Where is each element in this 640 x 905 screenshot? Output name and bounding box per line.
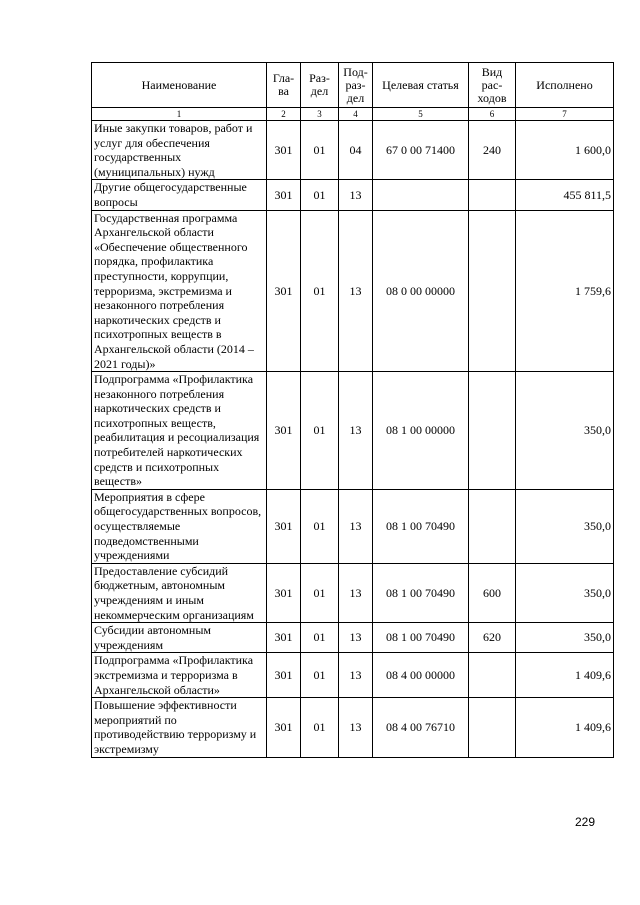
row-done: 1 409,6 (516, 698, 614, 757)
table-row (92, 180, 614, 210)
row-razdel: 01 (301, 180, 339, 210)
row-vid: 600 (469, 563, 516, 622)
row-vid (469, 210, 516, 372)
row-glava: 301 (267, 180, 301, 210)
row-razdel: 01 (301, 653, 339, 698)
row-done: 350,0 (516, 372, 614, 490)
row-name: Мероприятия в сфере общегосударственных вопросов, осуществляемые подведомственными учреждениями (92, 489, 267, 563)
table-row (92, 210, 614, 372)
row-podrazdel: 13 (339, 489, 373, 563)
header-razdel: Раз- дел (301, 63, 339, 108)
table-row (92, 121, 614, 180)
column-number: 6 (469, 108, 516, 121)
table-row (92, 372, 614, 490)
row-podrazdel: 13 (339, 653, 373, 698)
row-glava: 301 (267, 698, 301, 757)
row-razdel: 01 (301, 121, 339, 180)
row-target: 08 1 00 00000 (373, 372, 469, 490)
row-name: Подпрограмма «Профилактика экстремизма и терроризма в Архангельской области» (92, 653, 267, 698)
row-target: 08 1 00 70490 (373, 489, 469, 563)
column-number: 7 (516, 108, 614, 121)
row-razdel: 01 (301, 563, 339, 622)
row-vid: 620 (469, 623, 516, 653)
table-row (92, 623, 614, 653)
row-glava: 301 (267, 121, 301, 180)
row-razdel: 01 (301, 698, 339, 757)
row-done: 350,0 (516, 623, 614, 653)
header-name: Наименование (92, 63, 267, 108)
header-row (92, 63, 614, 108)
row-done: 350,0 (516, 489, 614, 563)
row-podrazdel: 13 (339, 372, 373, 490)
row-glava: 301 (267, 210, 301, 372)
row-target: 08 4 00 76710 (373, 698, 469, 757)
row-glava: 301 (267, 623, 301, 653)
row-done: 455 811,5 (516, 180, 614, 210)
row-glava: 301 (267, 372, 301, 490)
header-podrazdel: Под- раз- дел (339, 63, 373, 108)
column-number: 3 (301, 108, 339, 121)
row-vid (469, 372, 516, 490)
page-number: 229 (574, 815, 595, 829)
row-razdel: 01 (301, 489, 339, 563)
table-row (92, 489, 614, 563)
table-row (92, 653, 614, 698)
row-glava: 301 (267, 653, 301, 698)
table-row (92, 698, 614, 757)
row-name: Иные закупки товаров, работ и услуг для обеспечения государственных (муниципальных) нужд (92, 121, 267, 180)
header-vid: Вид рас- ходов (469, 63, 516, 108)
row-vid (469, 653, 516, 698)
row-podrazdel: 13 (339, 180, 373, 210)
header-glava: Гла- ва (267, 63, 301, 108)
row-done: 1 600,0 (516, 121, 614, 180)
column-number: 4 (339, 108, 373, 121)
row-podrazdel: 04 (339, 121, 373, 180)
row-razdel: 01 (301, 372, 339, 490)
row-target: 67 0 00 71400 (373, 121, 469, 180)
row-razdel: 01 (301, 623, 339, 653)
row-podrazdel: 13 (339, 563, 373, 622)
row-name: Другие общегосударственные вопросы (92, 180, 267, 210)
row-vid (469, 180, 516, 210)
row-vid: 240 (469, 121, 516, 180)
row-vid (469, 489, 516, 563)
column-number-row (92, 108, 614, 121)
row-name: Государственная программа Архангельской области «Обеспечение общественного порядка, профилактика преступности, коррупции, терроризма, экстремизма и незаконного потребления наркотических средств и психотропных веществ в Архангельской области (2014 – 2021 годы)» (92, 210, 267, 372)
row-podrazdel: 13 (339, 698, 373, 757)
row-done: 1 409,6 (516, 653, 614, 698)
row-glava: 301 (267, 489, 301, 563)
column-number: 1 (92, 108, 267, 121)
column-number: 2 (267, 108, 301, 121)
row-glava: 301 (267, 563, 301, 622)
table-row (92, 563, 614, 622)
header-target: Целевая статья (373, 63, 469, 108)
row-podrazdel: 13 (339, 210, 373, 372)
budget-table (91, 62, 614, 758)
row-target: 08 1 00 70490 (373, 563, 469, 622)
row-name: Субсидии автономным учреждениям (92, 623, 267, 653)
row-target: 08 0 00 00000 (373, 210, 469, 372)
row-name: Предоставление субсидий бюджетным, автономным учреждениям и иным некоммерческим организациям (92, 563, 267, 622)
row-podrazdel: 13 (339, 623, 373, 653)
row-target: 08 4 00 00000 (373, 653, 469, 698)
header-done: Исполнено (516, 63, 614, 108)
row-vid (469, 698, 516, 757)
row-name: Повышение эффективности мероприятий по противодействию терроризму и экстремизму (92, 698, 267, 757)
row-done: 1 759,6 (516, 210, 614, 372)
row-target (373, 180, 469, 210)
column-number: 5 (373, 108, 469, 121)
row-target: 08 1 00 70490 (373, 623, 469, 653)
row-razdel: 01 (301, 210, 339, 372)
row-name: Подпрограмма «Профилактика незаконного потребления наркотических средств и психотропных веществ, реабилитация и ресоциализация потребителей наркотических средств и психотропных веществ» (92, 372, 267, 490)
row-done: 350,0 (516, 563, 614, 622)
